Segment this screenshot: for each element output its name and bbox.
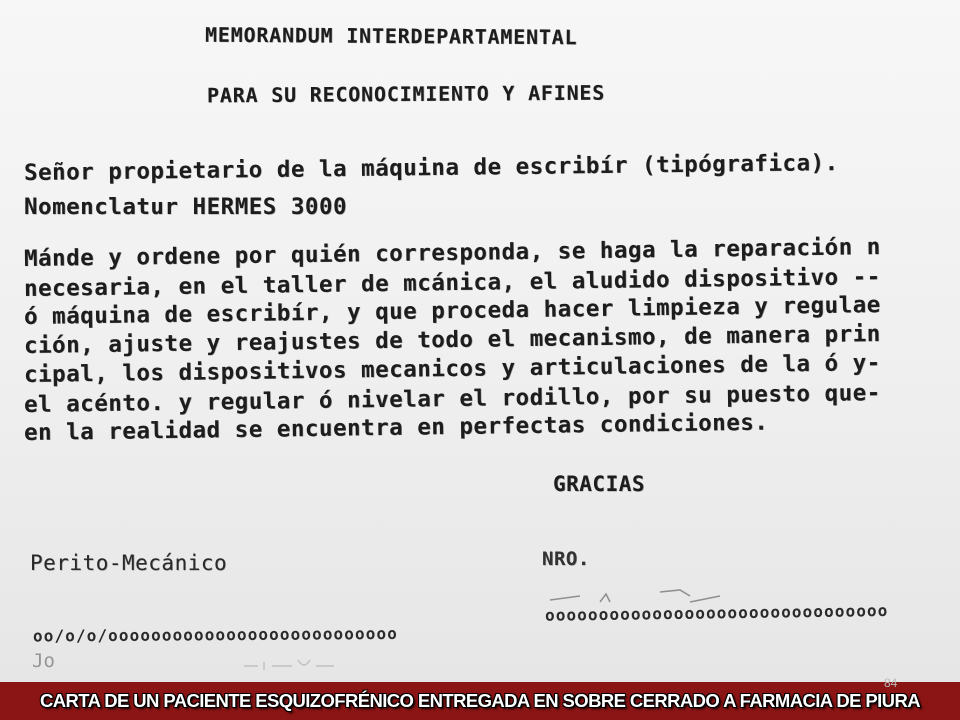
paragraph-line: necesaria, en el taller de mcánica, el aludido dispositivo -- xyxy=(23,264,881,302)
page-number: 84 xyxy=(884,676,898,690)
paragraph-line: Mánde y ordene por quién corresponda, se haga la reparación n xyxy=(23,234,881,272)
signature-title: Perito-Mecánico xyxy=(30,551,228,575)
memo-subheading: PARA SU RECONOCIMIENTO Y AFINES xyxy=(206,80,606,108)
paragraph-line: ó máquina de escribír, y que proceda hacer limpieza y regulae xyxy=(23,292,881,330)
caption-banner xyxy=(0,682,960,720)
address-line: Nomenclatur HERMES 3000 xyxy=(24,194,348,220)
dotted-signature-line: oooooooooooooooooooooooooooooooo xyxy=(544,600,889,625)
paragraph-line: el acénto. y regular ó nivelar el rodillo, por su puesto que- xyxy=(23,380,881,418)
paragraph-line: cipal, los dispositivos mecanicos y articulaciones de la ó y- xyxy=(23,350,881,388)
address-line: Señor propietario de la máquina de escribír (tipógrafica). xyxy=(23,150,839,186)
dotted-signature-line: oo/o/o/ooooooooooooooooooooooooooo xyxy=(32,623,398,646)
faint-stamp-mark xyxy=(240,654,340,674)
caption-text: CARTA DE UN PACIENTE ESQUIZOFRÉNICO ENTREGADA EN SOBRE CERRADO A FARMACIA DE PIURA xyxy=(40,690,920,711)
memo-heading: MEMORANDUM INTERDEPARTAMENTAL xyxy=(204,22,578,50)
footer-partial-text: Jo xyxy=(32,650,55,672)
closing-text: GRACIAS xyxy=(553,472,646,496)
number-label: NRO. xyxy=(542,548,590,570)
paragraph-line: ción, ajuste y reajustes de todo el mecanismo, de manera prin xyxy=(23,321,881,359)
paragraph-line: en la realidad se encuentra en perfectas condiciones. xyxy=(23,409,769,446)
